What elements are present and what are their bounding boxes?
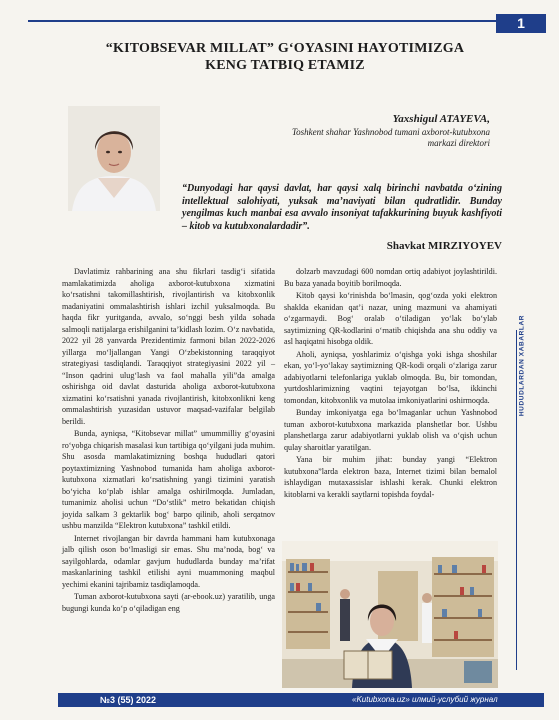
journal-name: «Kutubxona.uz» илмий-услубий журнал bbox=[352, 695, 498, 704]
paragraph: Internet rivojlangan bir davrda hammani ham kutubxonaga jalb qilish oson bo‘lmasligi sir emas. Shu ma’noda, bog‘ va sayilgohlarda, odamlar gavjum hududlarda bunday ma’rifat maskanlarining tashkil etilishi ayni muammoning maqbul yechimi ekanini tajribamiz tasdiqlamoqda. bbox=[62, 533, 275, 589]
paragraph: Aholi, ayniqsa, yoshlarimiz o‘qishga yoki ishga shoshilar ekan, yo‘l-yo‘lakay saytimizning QR-kodi orqali o‘zlariga zarur adabiyotlarni telefonlariga yuklab olmoqda. Bu, bir tomondan, yurtdoshlarimizning vaqtini tejayotgan bo‘lsa, ikkinchi tomondan, kitobxonlik va mutolaa imkoniyatlarini oshirmoqda. bbox=[284, 349, 497, 405]
paragraph: Bunda, ayniqsa, “Kitobsevar millat” umummilliy g‘oyasini ro‘yobga chiqarish masalasi kun tartibiga qo‘yilgani juda muhim. Shu asosda mamlakatimizning boshqa hududlari qatori poytaxtimizning Yashnobod tumanida ham aholiga axborot-kutubxona xizmatlari ko‘rsatishning yangi tizimini yaratish bo‘yicha ko‘plab ishlar amalga oshirilmoqda. Jumladan, tumanimiz aholisi uchun “Do‘stlik” metro bekatidan chiqish joyida salkam 3 gektarlik bog‘ barpo qilinib, aholi serqatnov ushbu manzilda “Elektron kutubxona” tashkil etildi. bbox=[62, 429, 275, 530]
paragraph: Yana bir muhim jihat: bunday yangi “Elektron kutubxona”larda elektron baza, Internet tizimi bilan bemalol ishlaydigan mutaxassislar ishlashi kerak. Chunki elektron kitoblarni va kerakli saytlarni topishda foydal- bbox=[284, 455, 497, 499]
title-line-1: “KITOBSEVAR MILLAT” G‘OYASINI HAYOTIMIZGA bbox=[105, 41, 465, 56]
library-scene-image bbox=[282, 541, 498, 688]
author-name: Yaxshigul ATAYEVA, bbox=[392, 113, 490, 125]
paragraph: Davlatimiz rahbarining ana shu fikrlari tasdig‘i sifatida mamlakatimizda aholiga axborot-kutubxona xizmatini ko‘rsatishni takomillashtirish, rivojlantirish va kitobxonlik madaniyatini ommalashtirish ishlari izchil yuksalmoqda. Bu haqda fikr yuritganda, avvalo, so‘nggi besh yilda sohada salmoqli natijalarga erishilganini ta’kidlash lozim. O‘z navbatida, 2022 yil 28 yanvarda Prezidentimiz farmoni bilan 2022-2026 yillarga mo‘ljallangan Yangi O‘zbekistonning taraqqiyot strategiyasi tasdiqlandi. Taraqqiyot strategiyasini 2022 yil – “Inson qadrini ulug‘lash va faol mahalla yili”da amalga oshirishga oid davlat dasturida aholiga axborot-kutubxona xizmatini ko‘rsatishni yanada rivojlantirish, kitobxonlikni keng ommalashtirish yuzasidan ustuvor maqsad-vazifalar belgilab berildi. bbox=[62, 267, 275, 426]
side-rule bbox=[516, 330, 517, 670]
header-rule bbox=[28, 20, 496, 22]
page-number: 1 bbox=[496, 14, 546, 33]
paragraph: Tuman axborot-kutubxona sayti (ar-ebook.uz) yaratilib, unga bugungi kunda ko‘p o‘qiladigan eng bbox=[62, 592, 275, 613]
author-role: Toshkent shahar Yashnobod tumani axborot-kutubxona markazi direktori bbox=[291, 127, 490, 148]
library-photo bbox=[282, 541, 498, 688]
issue-number: №3 (55) 2022 bbox=[100, 695, 157, 705]
article-title bbox=[60, 40, 510, 74]
author-photo bbox=[68, 106, 160, 211]
paragraph: Kitob qaysi ko‘rinishda bo‘lmasin, qog‘ozda yoki elektron shaklda ekanidan qat’i nazar, uning mazmuni va ahamiyati o‘zgarmaydi. Bog‘ oralab o‘tiladigan yo‘lak bo‘ylab saytimizning QR-kodlarini o‘rnatib chiqishda ana shu oddiy va asl haqiqatni hisobga oldik. bbox=[284, 291, 497, 346]
article-column-left bbox=[62, 266, 275, 615]
title-line-2: KENG TATBIQ ETAMIZ bbox=[205, 58, 365, 73]
author-block bbox=[290, 113, 490, 149]
section-label: HUDUDLARDAN XABARLAR bbox=[518, 314, 526, 417]
paragraph: Bunday imkoniyatga ega bo‘lmaganlar uchun Yashnobod tuman axborot-kutubxona markazida planshetlar bor. Ushbu planshetlarga zarur adabiyotlarni yuklab olish va o‘qish uchun qulay sharoitlar yaratilgan. bbox=[284, 408, 497, 452]
paragraph: dolzarb mavzudagi 600 nomdan ortiq adabiyot joylashtirildi. Bu baza yanada boyitib borilmoqda. bbox=[284, 267, 497, 288]
epigraph-author: Shavkat MIRZIYOYEV bbox=[386, 240, 502, 252]
epigraph-quote: “Dunyodagi har qaysi davlat, har qaysi xalq birinchi navbatda o‘zining intellektual salohiyati, yuksak ma’naviyati bilan qudratlidir. Bunday yengilmas kuch manbai esa avvalo insoniyat tafakkurining buyuk kashfiyoti – kitob va kutubxonalardadir”. bbox=[182, 183, 502, 232]
article-column-right bbox=[284, 266, 497, 501]
section-side-tab bbox=[504, 290, 526, 450]
author-portrait-image bbox=[68, 106, 160, 211]
